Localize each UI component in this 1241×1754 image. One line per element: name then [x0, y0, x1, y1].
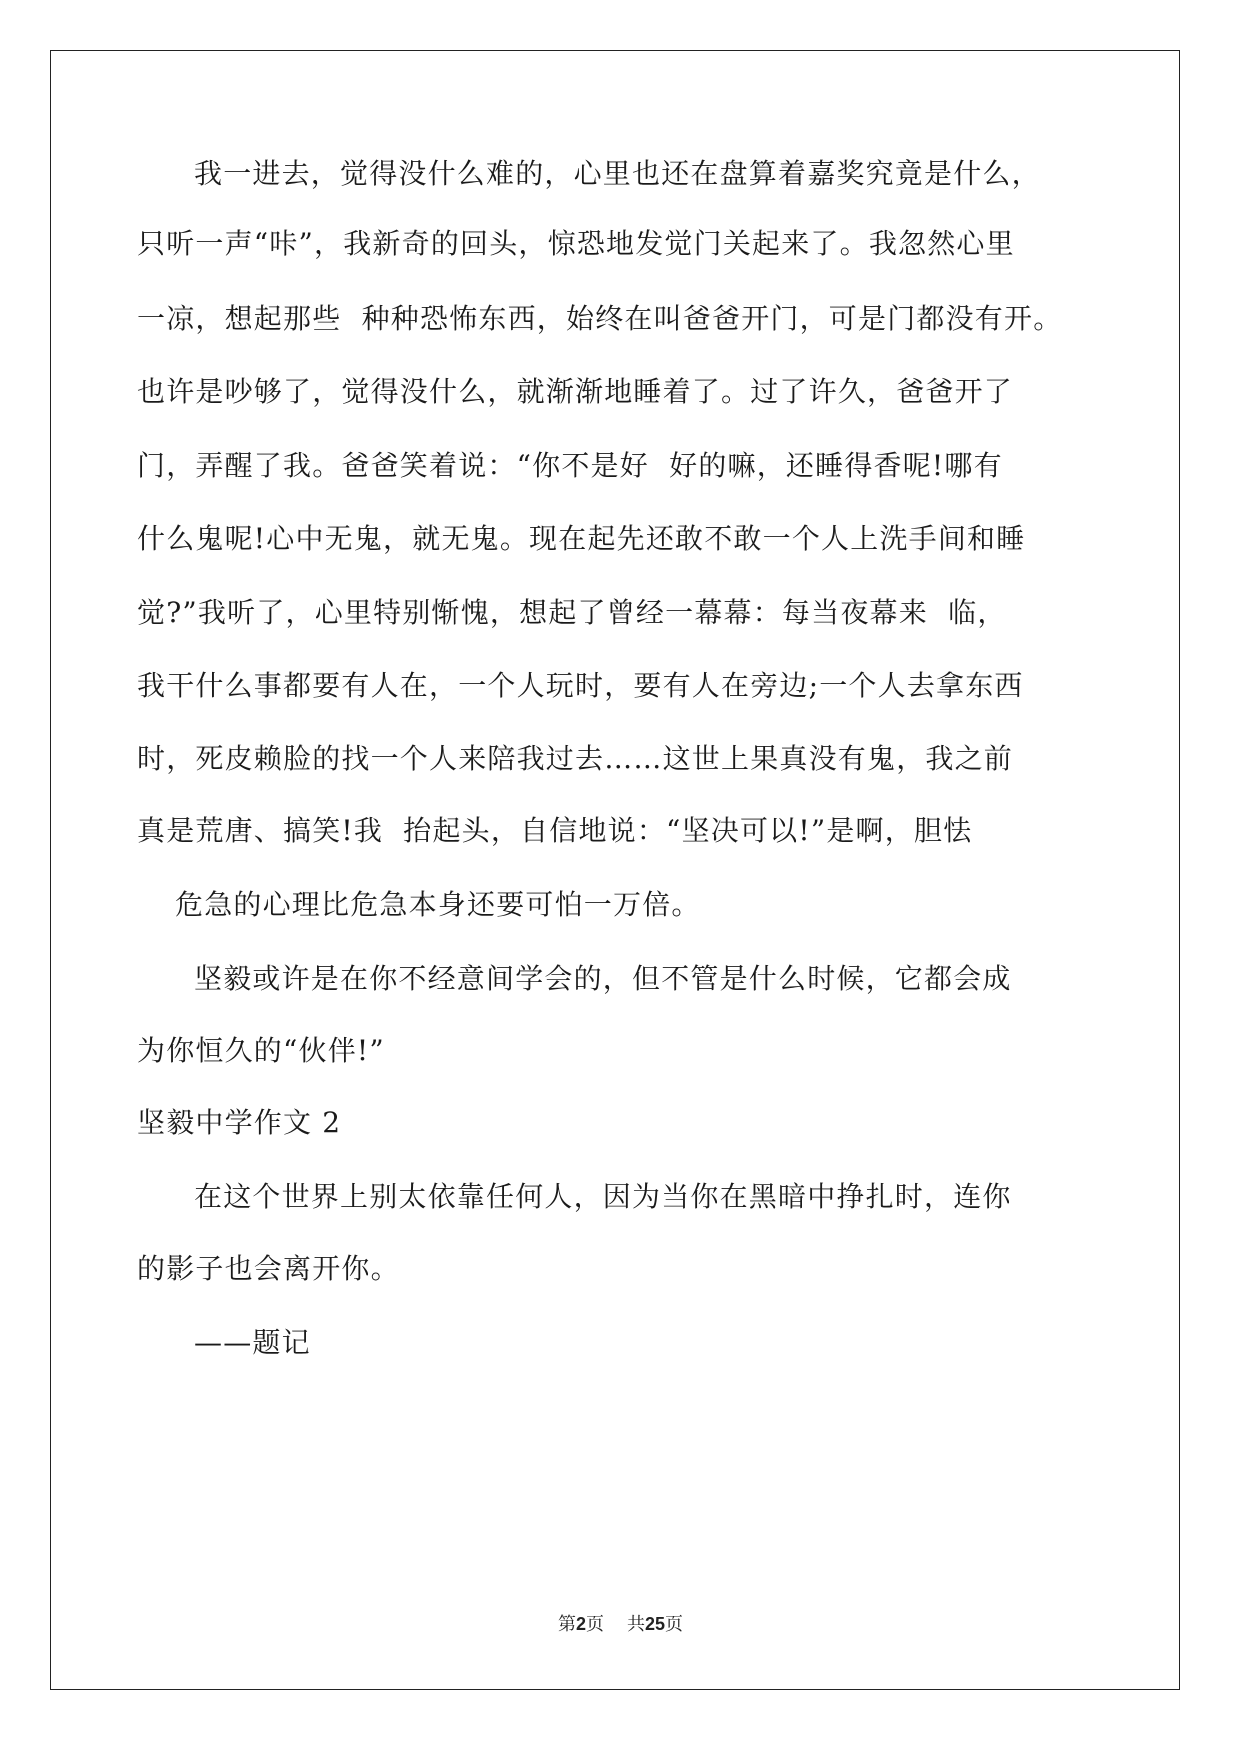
- section-heading: 坚毅中学作文 2: [137, 1106, 342, 1139]
- footer-total-prefix: 共: [626, 1614, 645, 1635]
- epigraph-note: ——题记: [194, 1326, 311, 1359]
- footer-page-number: 2: [576, 1614, 587, 1634]
- paragraph-line: 在这个世界上别太依靠任何人，因为当你在黑暗中挣扎时，连你: [194, 1180, 1012, 1213]
- paragraph-line: 门，弄醒了我。爸爸笑着说：“你不是好 好的嘛，还睡得香呢!哪有: [137, 449, 1003, 482]
- paragraph-line: 我一进去，觉得没什么难的，心里也还在盘算着嘉奖究竟是什么，: [194, 157, 1041, 190]
- paragraph-line: 一凉，想起那些 种种恐怖东西，始终在叫爸爸开门，可是门都没有开。: [137, 302, 1063, 335]
- paragraph-line: 也许是吵够了，觉得没什么，就渐渐地睡着了。过了许久，爸爸开了: [137, 375, 1014, 408]
- footer-total-pages: 25: [644, 1614, 665, 1634]
- page-footer: [0, 1613, 1241, 1636]
- paragraph-line: 觉?”我听了，心里特别惭愧，想起了曾经一幕幕：每当夜幕来 临，: [137, 596, 1007, 629]
- footer-total-unit: 页: [664, 1614, 683, 1635]
- paragraph-line: 真是荒唐、搞笑!我 抬起头，自信地说：“坚决可以!”是啊，胆怯: [137, 814, 973, 847]
- footer-page-prefix: 第: [558, 1614, 577, 1635]
- paragraph-line: 时，死皮赖脸的找一个人来陪我过去……这世上果真没有鬼，我之前: [137, 742, 1014, 775]
- paragraph-line: 的影子也会离开你。: [137, 1252, 400, 1285]
- paragraph-line: 为你恒久的“伙伴!”: [137, 1034, 385, 1067]
- paragraph-line: 危急的心理比危急本身还要可怕一万倍。: [175, 888, 701, 921]
- page-border: [50, 50, 1180, 1690]
- paragraph-line: 只听一声“咔”，我新奇的回头，惊恐地发觉门关起来了。我忽然心里: [137, 227, 1015, 260]
- paragraph-line: 坚毅或许是在你不经意间学会的，但不管是什么时候，它都会成: [194, 962, 1012, 995]
- footer-page-unit: 页: [586, 1614, 605, 1635]
- paragraph-line: 我干什么事都要有人在，一个人玩时，要有人在旁边;一个人去拿东西: [137, 669, 1024, 702]
- paragraph-line: 什么鬼呢!心中无鬼，就无鬼。现在起先还敢不敢一个人上洗手间和睡: [137, 522, 1026, 555]
